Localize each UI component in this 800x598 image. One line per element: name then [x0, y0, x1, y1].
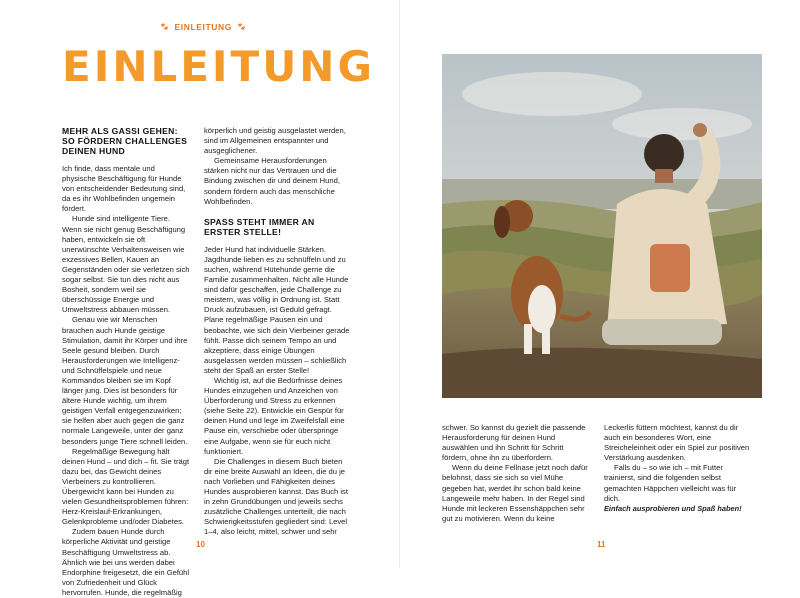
paragraph: Genau wie wir Menschen brauchen auch Hunde geistige Stimulation, damit ihr Körper und ihre Seele gesund bleiben. Durch Herausforderungen wie Intelligenz- und Schnüffelspiele und neue Kommandos bleiben sie im Kopf länger jung. Dies ist besonders für ältere Hunde wichtig, um ihrem geistigen Verfall entgegenzuwirken; sie helfen aber auch gegen die ganz normale Langeweile, unter der ganz besonders junge Tiere schnell leiden.	[62, 315, 188, 446]
paw-icon: 🐾︎	[236, 24, 247, 31]
kicker-label: EINLEITUNG	[174, 22, 232, 32]
paragraph: Ich finde, dass mentale und physische Beschäftigung für Hunde von entscheidender Bedeutung sind, da es ihr Wohlbefinden ungemein fördert.	[62, 164, 186, 214]
paragraph: Wenn du deine Fellnase jetzt noch dafür belohnst, dass sie sich so viel Mühe gegeben hat, werdet ihr schon bald keine Langeweile mehr haben. In der Regel sind Hunde mit leckeren Essenshäppchen sehr gut zu motivieren. Wenn du keine	[442, 463, 588, 523]
text-column-1	[62, 126, 190, 598]
text-column-2	[204, 126, 352, 537]
text-column-3	[442, 423, 590, 524]
section-heading: MEHR ALS GASSI GEHEN: SO FÖRDERN CHALLENGES DEINEN HUND	[62, 126, 188, 156]
page-number-left: 10	[196, 540, 205, 549]
paragraph: Wichtig ist, auf die Bedürfnisse deines Hundes einzugehen und Anzeichen von Überforderung und Stress zu erkennen (siehe Seite 22). Entwickle ein Gespür für deinen Hund und lege im Zweifelsfall eine Pause ein, verschiebe oder überspringe eine Aufgabe, wenn sie für euch nicht funktioniert.	[204, 375, 345, 456]
closing-note: Einfach ausprobieren und Spaß haben!	[604, 503, 742, 513]
paragraph: körperlich und geistig ausgelastet werden, sind im Allgemeinen entspannter und ausgeglichener.	[204, 126, 346, 156]
section-heading: SPASS STEHT IMMER AN ERSTER STELLE!	[204, 216, 315, 237]
paragraph: Hunde sind intelligente Tiere. Wenn sie nicht genug Beschäftigung haben, entwickeln sie oft unerwünschte Verhaltensweisen wie exzessives Bellen, Kauen an Gegenständen oder sie verletzen sich sogar selbst. Sie tun dies nicht aus Bosheit, sondern weil sie überschüssige Energie und Umweltstress abbauen müssen.	[62, 214, 190, 315]
paw-icon: 🐾︎	[160, 24, 170, 31]
paragraph: Falls du – so wie ich – mit Futter trainierst, sind die folgenden selbst gemachten Häppchen vielleicht was für dich.	[604, 463, 737, 503]
paragraph: Gemeinsame Herausforderungen stärken nicht nur das Vertrauen und die Bindung zwischen dir und deinem Hund, sondern fördern auch das menschliche Wohlbefinden.	[204, 156, 340, 206]
page-title: EINLEITUNG	[62, 42, 375, 91]
paragraph: Regelmäßige Bewegung hält deinen Hund – und dich – fit. Sie trägt dazu bei, das Gewicht deines Vierbeiners zu kontrollieren. Übergewicht kann bei Hunden zu vielen Gesundheitsproblemen führen: Herz-Kreislauf-Erkrankungen, Gelenkprobleme und/oder Diabetes.	[62, 446, 190, 527]
paragraph: Leckerlis füttern möchtest, kannst du dir auch ein besonderes Wort, eine Streicheleinheit oder ein Spiel zur positiven Verstärkung ausdenken.	[604, 423, 750, 463]
paragraph: schwer. So kannst du gezielt die passende Herausforderung für deinen Hund auswählen und ihn Schritt für Schritt fördern, ohne ihn zu überfordern.	[442, 423, 586, 463]
left-page	[0, 0, 400, 597]
page-number-right: 11	[597, 540, 606, 549]
text-column-4	[604, 423, 754, 514]
paragraph: Zudem bauen Hunde durch körperliche Aktivität und geistige Beschäftigung Umweltstress ab. Ähnlich wie bei uns werden dabei Endorphine freigesetzt, die ein Gefühl von Zufriedenheit und Glück hervorrufen. Hunde, die regelmäßig	[62, 527, 190, 597]
photo-illustration	[442, 54, 762, 398]
section-kicker	[160, 22, 246, 32]
photo-person-with-dog	[442, 54, 762, 398]
paragraph: Die Challenges in diesem Buch bieten dir eine breite Auswahl an Ideen, die du je nach Vorlieben und Fähigkeiten deines Hundes ausprobieren kannst. Das Buch ist in zehn Grundübungen und jeweils sechs zusätzliche Challenges unterteilt, die nach Schwierigkeitsstufen gegliedert sind: Level 1–4, also leicht, mittel, schwer und sehr	[204, 456, 348, 537]
paragraph: Jeder Hund hat individuelle Stärken. Jagdhunde lieben es zu schnüffeln und zu suchen, während Hütehunde gerne die Familie zusammenhalten. Nicht alle Hunde sind dafür geschaffen, jede Challenge zu meistern, was völlig in Ordnung ist. Statt Druck aufzubauen, ist Geduld gefragt. Plane regelmäßige Pausen ein und beobachte, wie sich dein Vierbeiner gerade fühlt. Passe dich seinem Tempo an und akzeptiere, dass einige Übungen ausgelassen werden müssen – schließlich steht der Spaß an erster Stelle!	[204, 244, 350, 375]
